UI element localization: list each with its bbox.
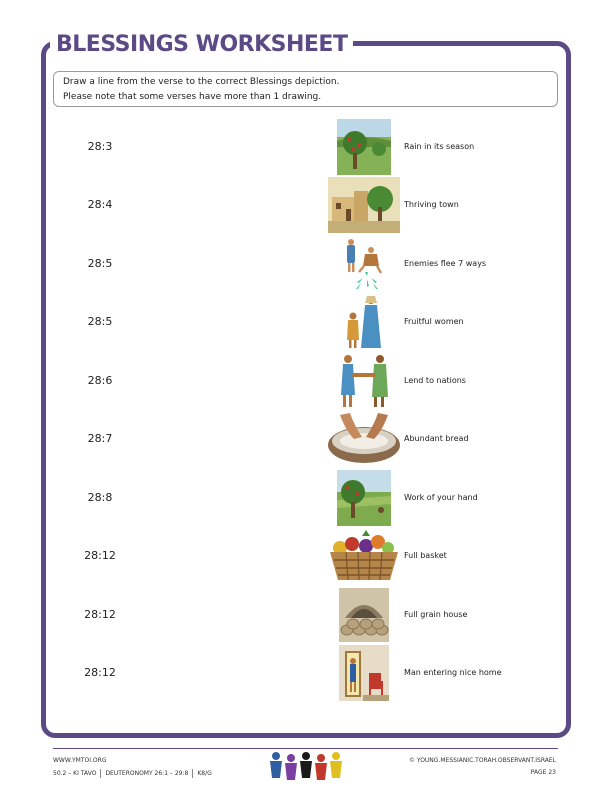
worksheet-title: BLESSINGS WORKSHEET <box>50 30 353 60</box>
footer-separator <box>100 769 101 778</box>
instruction-line-1: Draw a line from the verse to the correct Blessings depiction. <box>63 77 340 87</box>
kneading-dough-icon <box>326 411 402 467</box>
footer-reference: DEUTERONOMY 26:1 – 29:8 <box>105 770 189 777</box>
matching-row <box>60 645 540 701</box>
verse-reference: 28:8 <box>87 491 113 504</box>
matching-row <box>60 587 540 643</box>
field-with-tree-icon <box>326 470 402 526</box>
matching-row <box>60 294 540 350</box>
enemies-fleeing-icon <box>326 236 402 292</box>
village-icon <box>326 177 402 233</box>
verse-reference: 28:4 <box>87 198 113 211</box>
matching-row <box>60 528 540 584</box>
footer-divider <box>53 748 558 749</box>
verse-reference: 28:3 <box>87 140 113 153</box>
fruit-basket-icon <box>326 528 402 584</box>
blessing-label: Lend to nations <box>404 376 466 385</box>
footer-page-number: PAGE 23 <box>530 769 556 776</box>
blessing-label: Work of your hand <box>404 493 478 502</box>
matching-row <box>60 470 540 526</box>
blessing-label: Thriving town <box>404 200 459 209</box>
matching-row <box>60 119 540 175</box>
blessing-label: Full basket <box>404 551 447 560</box>
matching-row <box>60 411 540 467</box>
verse-reference: 28:5 <box>87 257 113 270</box>
footer-study: 50.2 – KI TAVO <box>53 770 97 777</box>
footer-website: WWW.YMTOI.ORG <box>53 757 107 764</box>
footer-separator <box>192 769 193 778</box>
instructions-box <box>53 71 558 107</box>
blessing-label: Full grain house <box>404 610 468 619</box>
matching-row <box>60 353 540 409</box>
instruction-line-2: Please note that some verses have more than 1 drawing. <box>63 92 322 102</box>
home-doorway-icon <box>326 645 402 701</box>
verse-reference: 28:7 <box>87 432 113 445</box>
footer-study-info <box>53 769 212 778</box>
blessing-label: Abundant bread <box>404 434 469 443</box>
verse-reference: 28:6 <box>87 374 113 387</box>
verse-reference: 28:12 <box>84 666 116 679</box>
blessing-label: Enemies flee 7 ways <box>404 259 487 268</box>
verse-reference: 28:12 <box>84 549 116 562</box>
footer-grades: K8/G <box>197 770 212 777</box>
granary-icon <box>326 587 402 643</box>
matching-row <box>60 236 540 292</box>
blessing-label: Man entering nice home <box>404 668 502 677</box>
mother-and-child-icon <box>326 294 402 350</box>
footer-copyright: © YOUNG.MESSIANIC.TORAH.OBSERVANT.ISRAEL <box>408 757 556 764</box>
blessing-label: Rain in its season <box>404 142 475 151</box>
verse-reference: 28:12 <box>84 608 116 621</box>
orchard-landscape-icon <box>326 119 402 175</box>
blessing-label: Fruitful women <box>404 317 464 326</box>
handshake-icon <box>326 353 402 409</box>
matching-row <box>60 177 540 233</box>
ymtoi-logo-icon <box>268 750 344 786</box>
verse-reference: 28:5 <box>87 315 113 328</box>
